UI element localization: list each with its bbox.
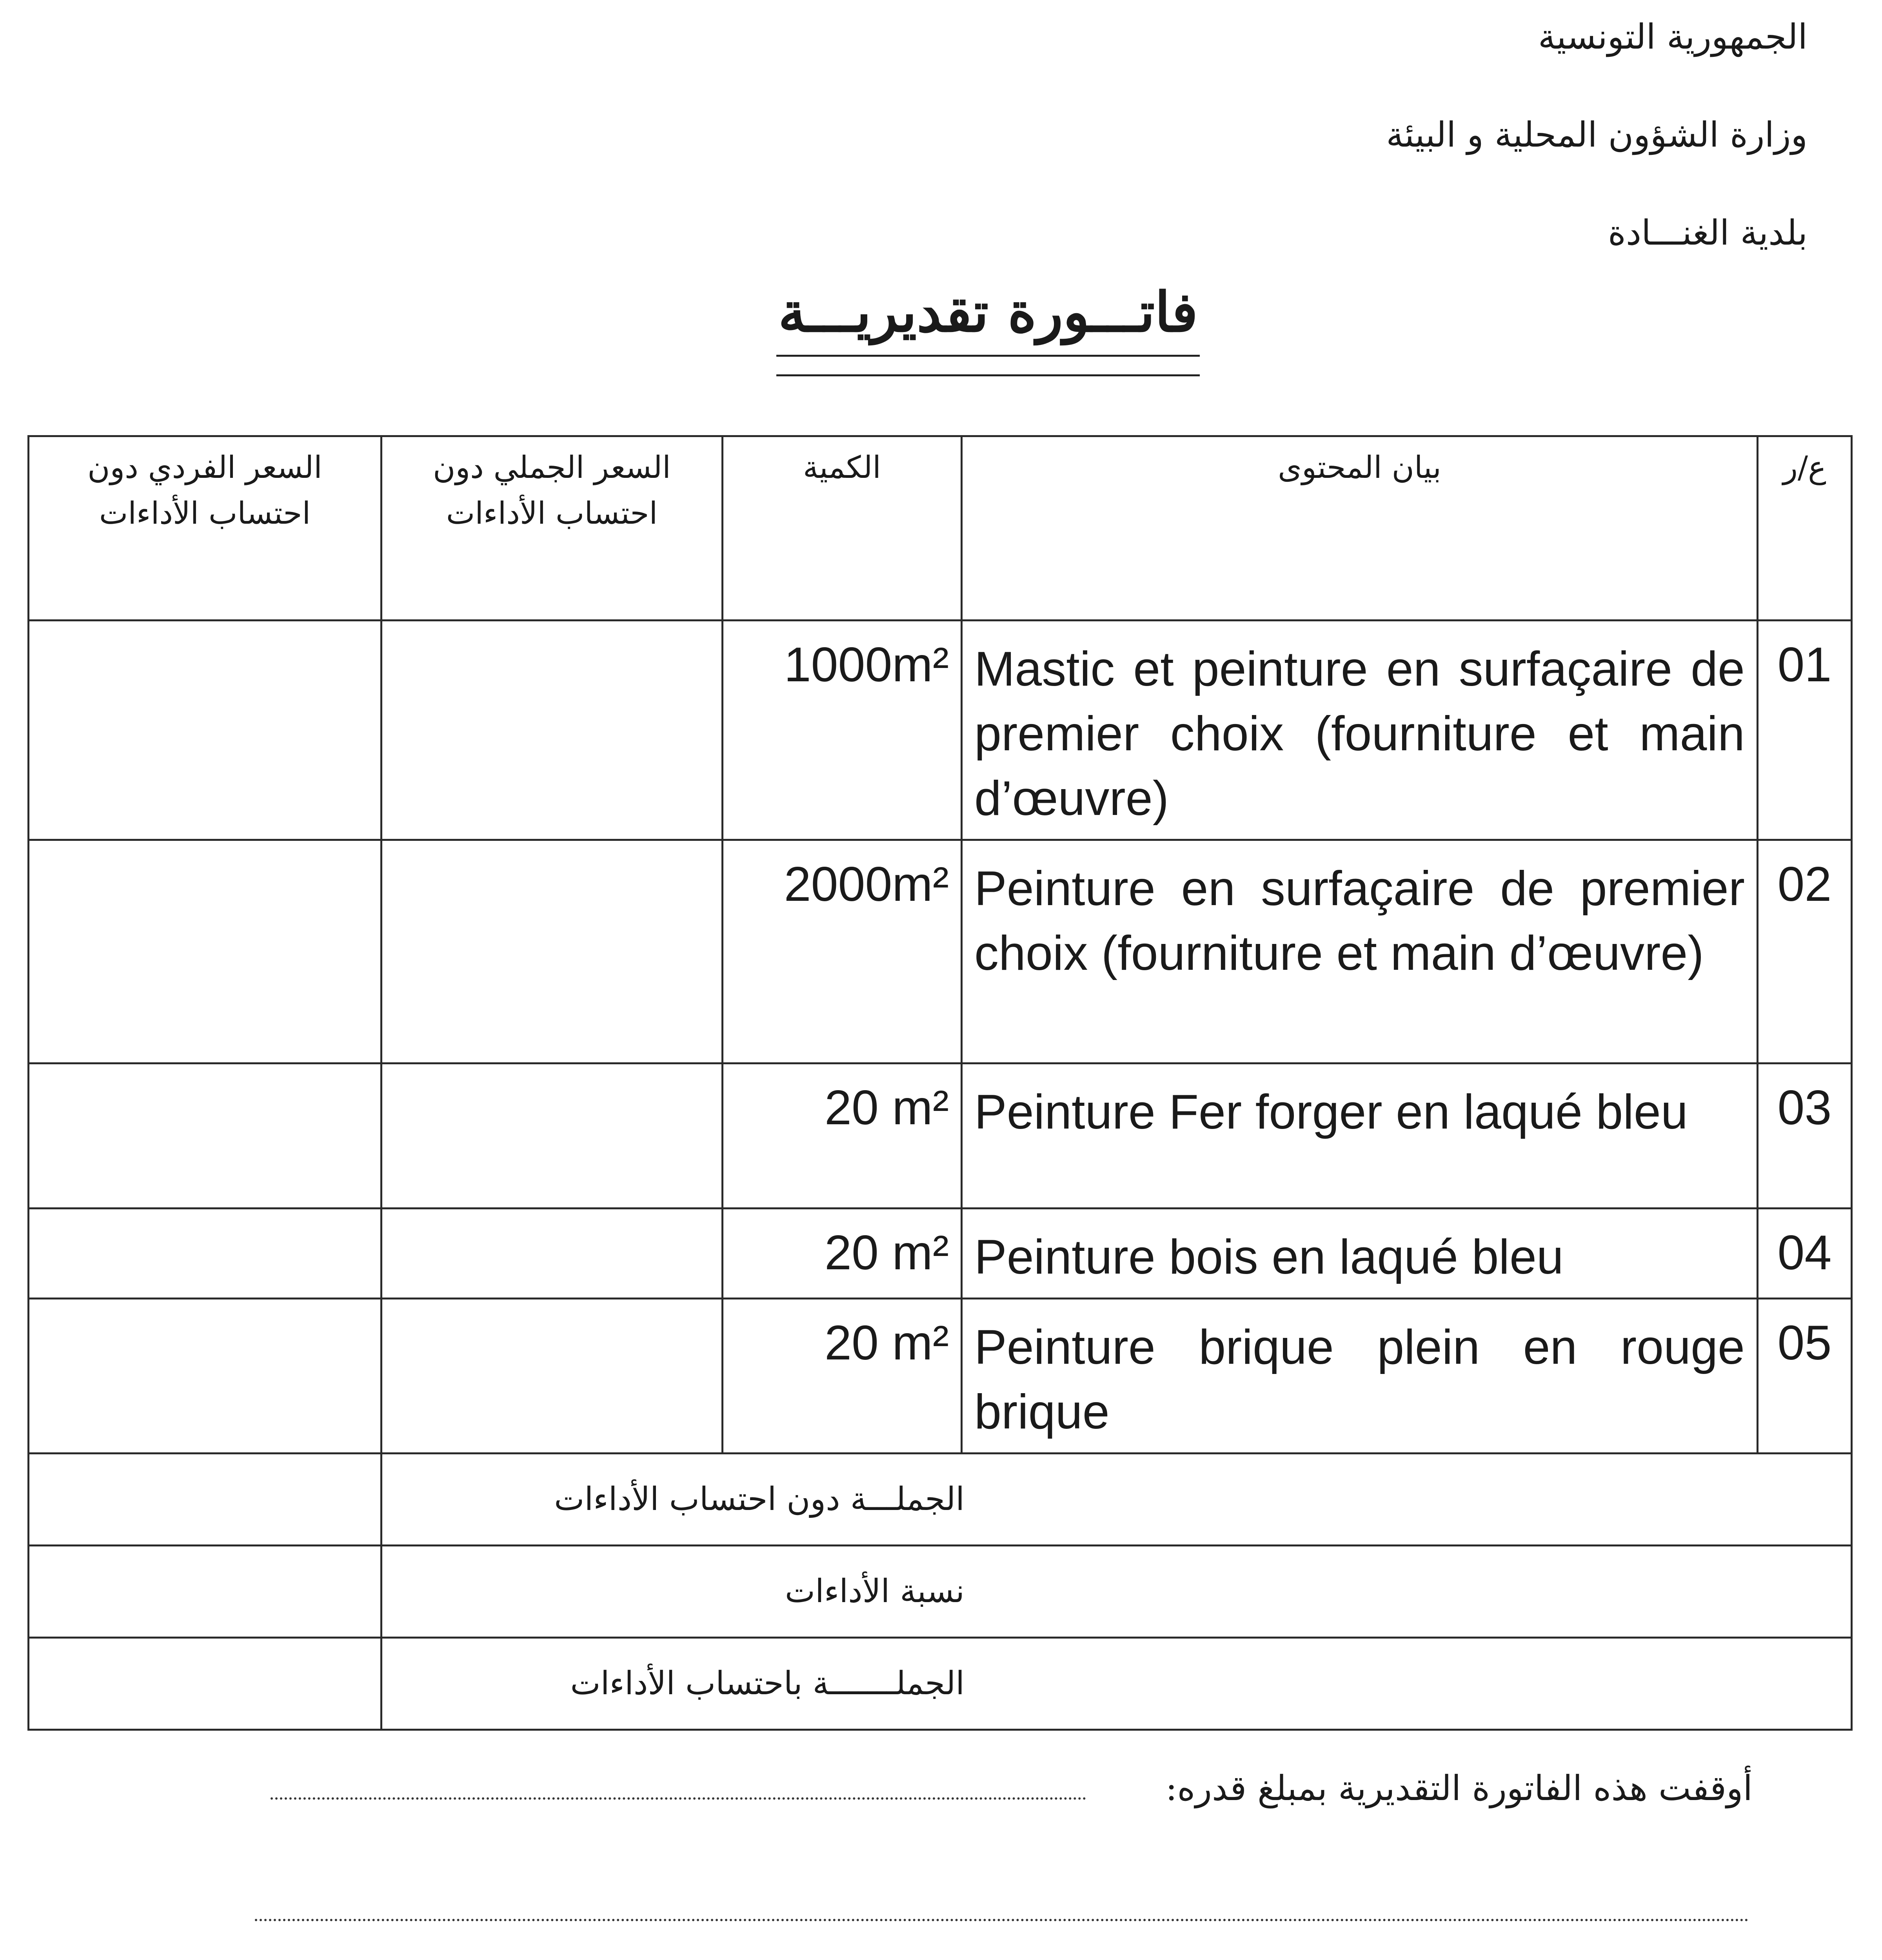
description-cell: Peinture bois en laqué bleu bbox=[962, 1208, 1758, 1298]
column-header-quantity: الكمية bbox=[723, 436, 962, 621]
total-price-cell bbox=[381, 621, 723, 840]
table-header-row bbox=[29, 436, 1852, 621]
total-label: الجملـــــــة باحتساب الأداءات bbox=[381, 1637, 1852, 1730]
invoice-table bbox=[27, 435, 1853, 1731]
description-cell: Peinture brique plein en rouge brique bbox=[962, 1298, 1758, 1453]
total-value-cell bbox=[29, 1637, 381, 1730]
unit-price-cell bbox=[29, 1063, 381, 1208]
table-row bbox=[29, 621, 1852, 840]
quantity-cell: 20 m² bbox=[723, 1208, 962, 1298]
row-number-cell: 01 bbox=[1758, 621, 1852, 840]
tax-rate-label: نسبة الأداءات bbox=[381, 1545, 1852, 1637]
country-name: الجمهورية التونسية bbox=[1538, 16, 1808, 57]
total-price-cell bbox=[381, 1298, 723, 1453]
quantity-cell: 20 m² bbox=[723, 1063, 962, 1208]
row-number-cell: 04 bbox=[1758, 1208, 1852, 1298]
subtotal-label: الجملـــة دون احتساب الأداءات bbox=[381, 1453, 1852, 1545]
table-row bbox=[29, 1063, 1852, 1208]
total-price-cell bbox=[381, 1063, 723, 1208]
unit-price-cell bbox=[29, 1298, 381, 1453]
total-price-cell bbox=[381, 840, 723, 1063]
tax-rate-value-cell bbox=[29, 1545, 381, 1637]
total-row bbox=[29, 1637, 1852, 1730]
tax-rate-row bbox=[29, 1545, 1852, 1637]
title-underline bbox=[776, 355, 1200, 357]
amount-dotted-line-second bbox=[255, 1919, 1749, 1921]
unit-price-cell bbox=[29, 1208, 381, 1298]
description-cell: Peinture en surfaçaire de premier choix (fourniture et main d’œuvre) bbox=[962, 840, 1758, 1063]
document-header bbox=[1386, 16, 1808, 314]
amount-label: أوقفت هذه الفاتورة التقديرية بمبلغ قدره: bbox=[1165, 1768, 1753, 1808]
column-header-number: ع/ر bbox=[1758, 436, 1852, 621]
document-title: فاتـــورة تقديريـــة bbox=[778, 280, 1198, 345]
row-number-cell: 05 bbox=[1758, 1298, 1852, 1453]
row-number-cell: 02 bbox=[1758, 840, 1852, 1063]
table-row bbox=[29, 1298, 1852, 1453]
amount-dotted-line bbox=[271, 1797, 1086, 1800]
municipality-name: بلدية الغنـــادة bbox=[1608, 212, 1808, 253]
quantity-cell: 20 m² bbox=[723, 1298, 962, 1453]
unit-price-cell bbox=[29, 621, 381, 840]
row-number-cell: 03 bbox=[1758, 1063, 1852, 1208]
total-price-cell bbox=[381, 1208, 723, 1298]
quantity-cell: 1000m² bbox=[723, 621, 962, 840]
description-cell: Mastic et peinture en surfaçaire de premier choix (fourniture et main d’œuvre) bbox=[962, 621, 1758, 840]
quantity-cell: 2000m² bbox=[723, 840, 962, 1063]
column-header-total-price: السعر الجملي دون احتساب الأداءات bbox=[381, 436, 723, 621]
table-row bbox=[29, 840, 1852, 1063]
description-cell: Peinture Fer forger en laqué bleu bbox=[962, 1063, 1758, 1208]
unit-price-cell bbox=[29, 840, 381, 1063]
title-underline-second bbox=[776, 374, 1200, 376]
table-row bbox=[29, 1208, 1852, 1298]
column-header-unit-price: السعر الفردي دون احتساب الأداءات bbox=[29, 436, 381, 621]
column-header-description: بيان المحتوى bbox=[962, 436, 1758, 621]
ministry-name: وزارة الشؤون المحلية و البيئة bbox=[1386, 114, 1808, 155]
subtotal-value-cell bbox=[29, 1453, 381, 1545]
subtotal-row bbox=[29, 1453, 1852, 1545]
